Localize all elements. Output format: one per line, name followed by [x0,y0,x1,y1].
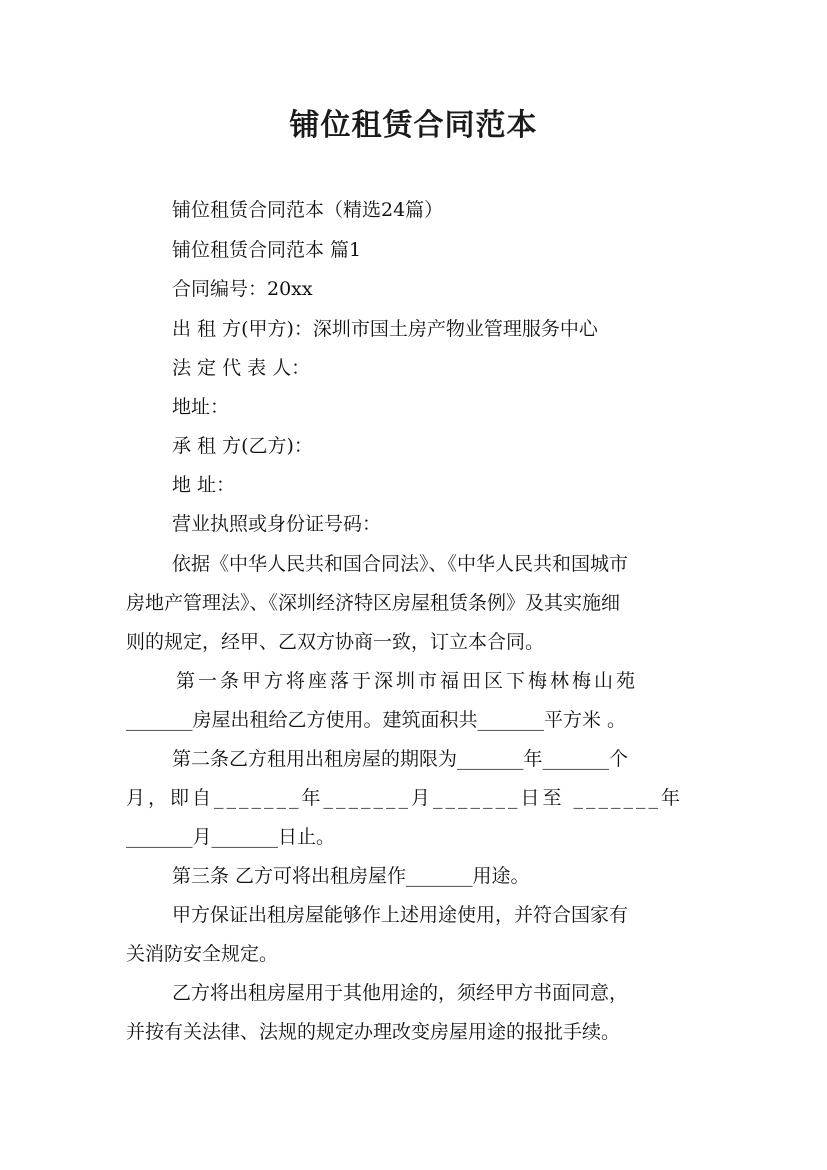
doc-section-heading: 铺位租赁合同范本 篇1 [172,239,362,261]
paragraph-other-use-line-1: 乙方将出租房屋用于其他用途的，须经甲方书面同意， [172,982,629,1004]
paragraph-basis-line-1: 依据《中华人民共和国合同法》、《中华人民共和国城市 [172,553,629,575]
lessor-address-line: 地址： [172,396,230,418]
article-2-line-3: _______月_______日止。 [126,826,336,848]
paragraph-other-use-line-2: 并按有关法律、法规的规定办理改变房屋用途的报批手续。 [126,1021,621,1043]
paragraph-guarantee-line-1: 甲方保证出租房屋能够作上述用途使用，并符合国家有 [172,904,629,926]
article-2-line-1: 第二条乙方租用出租房屋的期限为_______年_______个 [172,748,629,770]
article-1-line-2: _______房屋出租给乙方使用。建筑面积共_______平方米 。 [126,709,627,731]
lessee-address-line: 地 址： [172,474,236,496]
lessee-line: 承 租 方(乙方)： [172,435,313,457]
doc-subtitle: 铺位租赁合同范本（精选24篇） [172,199,444,221]
paragraph-basis-line-3: 则的规定，经甲、乙双方协商一致，订立本合同。 [126,631,545,653]
paragraph-basis-line-2: 房地产管理法》、《深圳经济特区房屋租赁条例》及其实施细 [126,592,621,614]
document-title: 铺位租赁合同范本 [289,108,538,143]
paragraph-guarantee-line-2: 关消防安全规定。 [126,943,279,965]
lessor-line: 出 租 方(甲方)：深圳市国土房产物业管理服务中心 [172,318,598,340]
legal-representative-line: 法 定 代 表 人： [172,357,311,379]
article-3-line: 第三条 乙方可将出租房屋作_______用途。 [172,865,530,887]
license-id-line: 营业执照或身份证号码： [172,513,382,535]
contract-number: 合同编号：20xx [172,278,313,300]
article-2-line-2: 月，即自_______年_______月_______日至 _______年 [126,787,684,809]
article-1-line-1: 第一条甲方将座落于深圳市福田区下梅林梅山苑 [176,670,639,692]
